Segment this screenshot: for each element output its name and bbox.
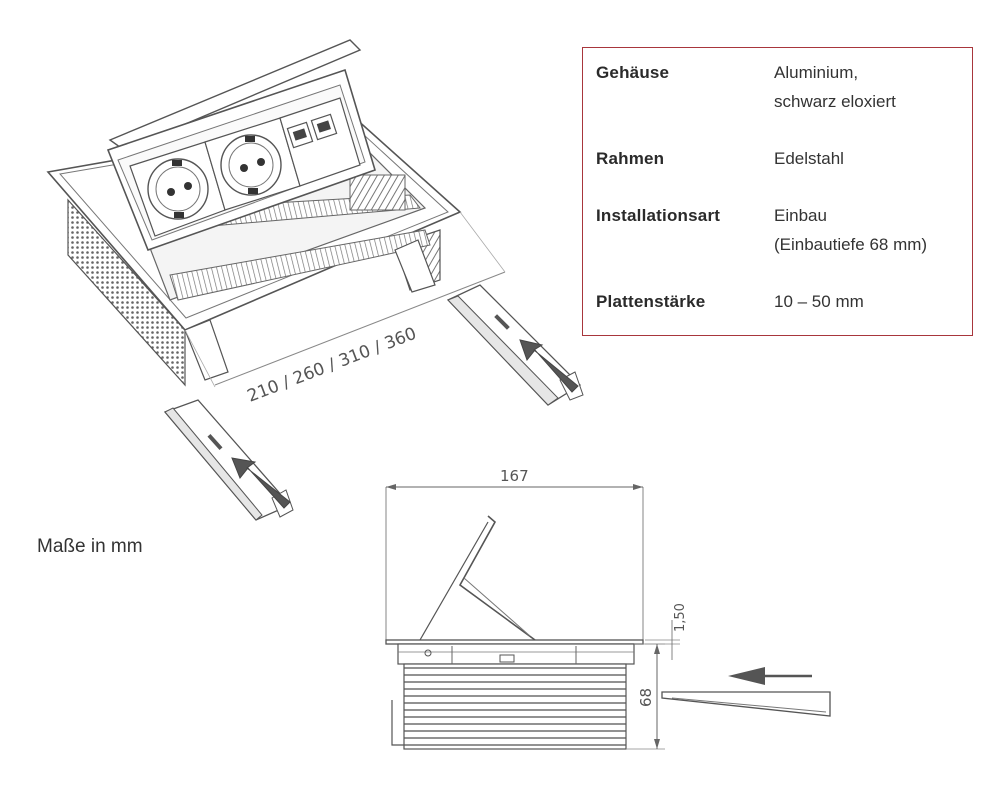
units-note: Maße in mm xyxy=(37,536,143,557)
spec-label-panel-thickness: Plattenstärke xyxy=(596,292,706,311)
spec-value-housing-line1: Aluminium, xyxy=(774,63,859,82)
spec-label-frame: Rahmen xyxy=(596,149,665,168)
spec-label-housing: Gehäuse xyxy=(596,63,670,82)
spec-value-installation-line2: (Einbautiefe 68 mm) xyxy=(774,235,928,254)
spec-value-installation-line1: Einbau xyxy=(774,206,827,225)
lid-profile xyxy=(420,516,535,640)
spec-label-installation: Installationsart xyxy=(596,206,721,225)
insertion-arrow xyxy=(728,667,812,685)
depth-dimension-label: 68 xyxy=(637,687,655,707)
width-dimension-label: 167 xyxy=(500,467,529,485)
spec-value-housing-line2: schwarz eloxiert xyxy=(774,92,896,111)
clamp-profile-side xyxy=(662,692,830,716)
housing-body-profile xyxy=(392,644,634,749)
length-options-label: 210 / 260 / 310 / 360 xyxy=(244,323,420,407)
spec-value-frame: Edelstahl xyxy=(774,149,844,168)
frame-thickness-label: 1,50 xyxy=(673,603,688,632)
spec-value-panel-thickness: 10 – 50 mm xyxy=(774,292,864,311)
